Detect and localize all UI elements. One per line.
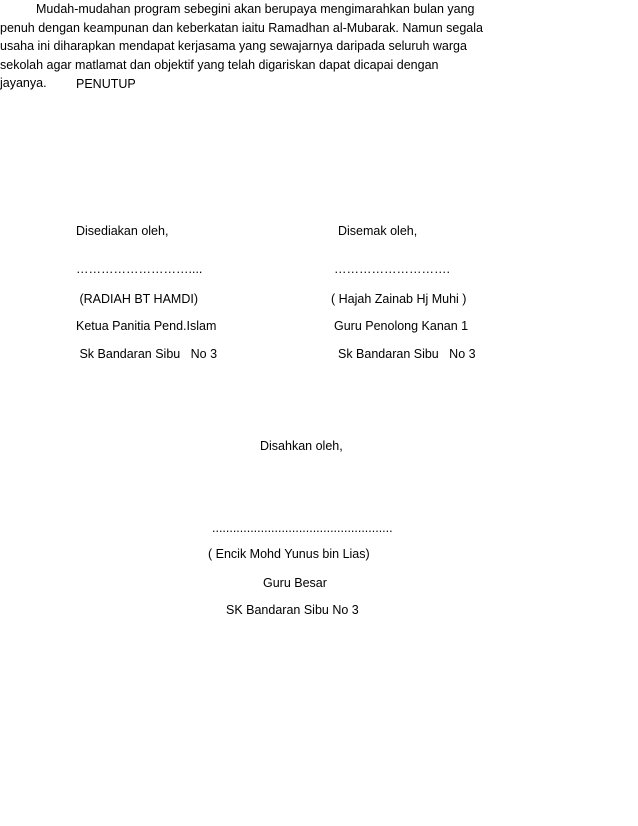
- checked-name: ( Hajah Zainab Hj Muhi ): [331, 292, 467, 306]
- approved-name: ( Encik Mohd Yunus bin Lias): [208, 547, 370, 561]
- approved-signature-line: ....................................................: [212, 521, 393, 535]
- closing-paragraph: [0, 0, 500, 93]
- paragraph-line: sekolah agar matlamat dan objektif yang telah digariskan dapat dicapai dengan: [0, 57, 439, 72]
- prepared-name: (RADIAH BT HAMDI): [76, 292, 198, 306]
- paragraph-line: usaha ini diharapkan mendapat kerjasama yang sewajarnya daripada seluruh warga: [0, 39, 467, 53]
- checked-school: Sk Bandaran Sibu No 3: [338, 347, 476, 361]
- prepared-title: Ketua Panitia Pend.Islam: [76, 319, 217, 333]
- prepared-by-label: Disediakan oleh,: [76, 224, 169, 238]
- prepared-signature-line: ………………………....: [76, 262, 203, 276]
- approved-by-label: Disahkan oleh,: [260, 439, 343, 453]
- checked-title: Guru Penolong Kanan 1: [334, 319, 469, 333]
- approved-school: SK Bandaran Sibu No 3: [226, 603, 359, 617]
- paragraph-line: penuh dengan keampunan dan keberkatan iaitu Ramadhan al-Mubarak. Namun segala: [0, 20, 483, 35]
- section-heading: PENUTUP: [76, 77, 136, 91]
- paragraph-line: jayanya.: [0, 76, 47, 90]
- prepared-school: Sk Bandaran Sibu No 3: [76, 347, 218, 361]
- checked-signature-line: ……………………….: [334, 262, 450, 276]
- approved-title: Guru Besar: [263, 576, 327, 590]
- paragraph-line: Mudah-mudahan program sebegini akan berupaya mengimarahkan bulan yang: [36, 2, 475, 16]
- checked-by-label: Disemak oleh,: [338, 224, 418, 238]
